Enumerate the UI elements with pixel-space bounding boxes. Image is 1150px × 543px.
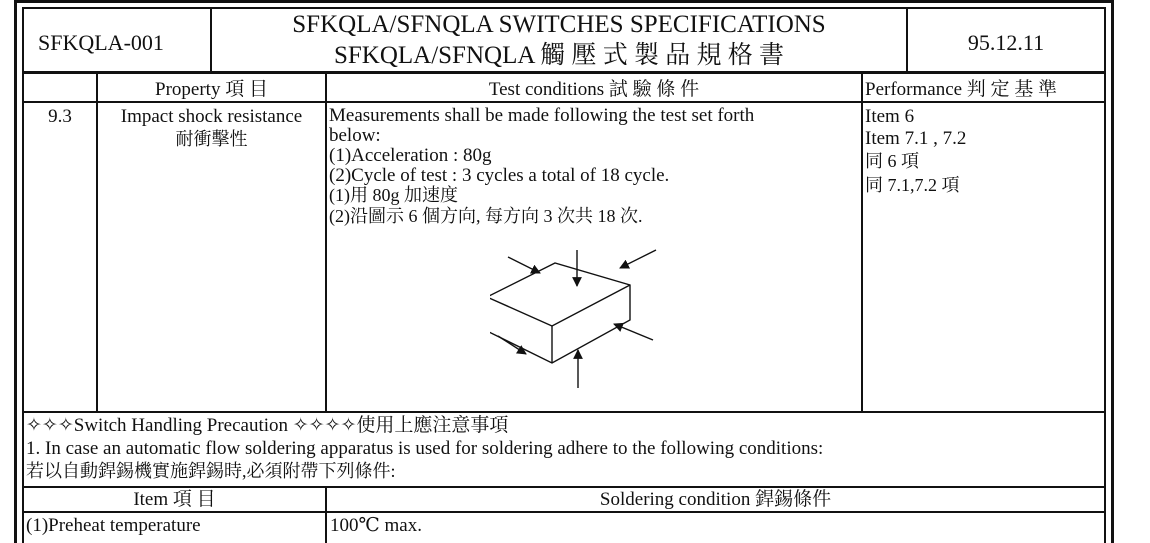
frame-top-inner — [22, 7, 1106, 9]
condition-line: (2)沿圖示 6 個方向, 每方向 3 次共 18 次. — [329, 206, 643, 226]
solder-col-condition: Soldering condition 銲錫條件 — [599, 489, 832, 510]
frame-left-inner — [22, 7, 24, 543]
precaution-heading: ✧✧✧Switch Handling Precaution ✧✧✧✧使用上應注意事項 — [26, 415, 509, 436]
solder-table-top — [22, 486, 1106, 488]
title-line-1: SFKQLA/SFNQLA SWITCHES SPECIFICATIONS — [292, 11, 826, 38]
col-divider-2 — [325, 74, 327, 412]
property-en: Impact shock resistance — [120, 106, 303, 127]
doc-date: 95.12.11 — [967, 30, 1045, 55]
condition-line: (1)用 80g 加速度 — [329, 185, 458, 205]
impact-direction-diagram — [490, 240, 670, 390]
condition-line: (1)Acceleration : 80g — [329, 145, 492, 166]
solder-col-item: Item 項 目 — [133, 489, 216, 510]
header-bottom-line — [22, 71, 1106, 74]
solder-header-bottom — [22, 511, 1106, 513]
condition-line: Measurements shall be made following the test set forth — [329, 105, 755, 126]
precaution-line-1: 1. In case an automatic flow soldering apparatus is used for soldering adhere to the following conditions: — [26, 438, 824, 459]
precaution-top-line — [22, 411, 1106, 413]
doc-code: SFKQLA-001 — [38, 30, 164, 55]
condition-line: below: — [329, 125, 381, 146]
precaution-line-2: 若以自動銲錫機實施銲錫時,必須附帶下列條件: — [26, 461, 396, 481]
performance-line: Item 6 — [865, 106, 915, 127]
frame-top-outer — [14, 0, 1114, 3]
frame-left-outer — [14, 0, 17, 543]
title-line-2: SFKQLA/SFNQLA 觸 壓 式 製 品 規 格 書 — [333, 42, 785, 69]
solder-row1-condition: 100℃ max. — [330, 515, 422, 536]
col-header-test-conditions: Test conditions 試 驗 條 件 — [488, 79, 700, 100]
row-number: 9.3 — [48, 106, 72, 127]
frame-right-outer — [1111, 0, 1114, 543]
frame-right-inner — [1104, 7, 1106, 543]
performance-line: 同 6 項 — [865, 151, 919, 171]
performance-line: 同 7.1,7.2 項 — [865, 175, 960, 195]
condition-line: (2)Cycle of test : 3 cycles a total of 18 cycle. — [329, 165, 670, 186]
col-header-property: Property 項 目 — [155, 79, 268, 100]
col-divider-3 — [861, 74, 863, 412]
col-header-bottom — [22, 101, 1106, 103]
performance-line: Item 7.1 , 7.2 — [865, 128, 967, 149]
col-header-performance: Performance 判 定 基 準 — [865, 79, 1058, 100]
property-zh: 耐衝擊性 — [175, 129, 248, 149]
solder-row1-item: (1)Preheat temperature — [26, 515, 201, 536]
